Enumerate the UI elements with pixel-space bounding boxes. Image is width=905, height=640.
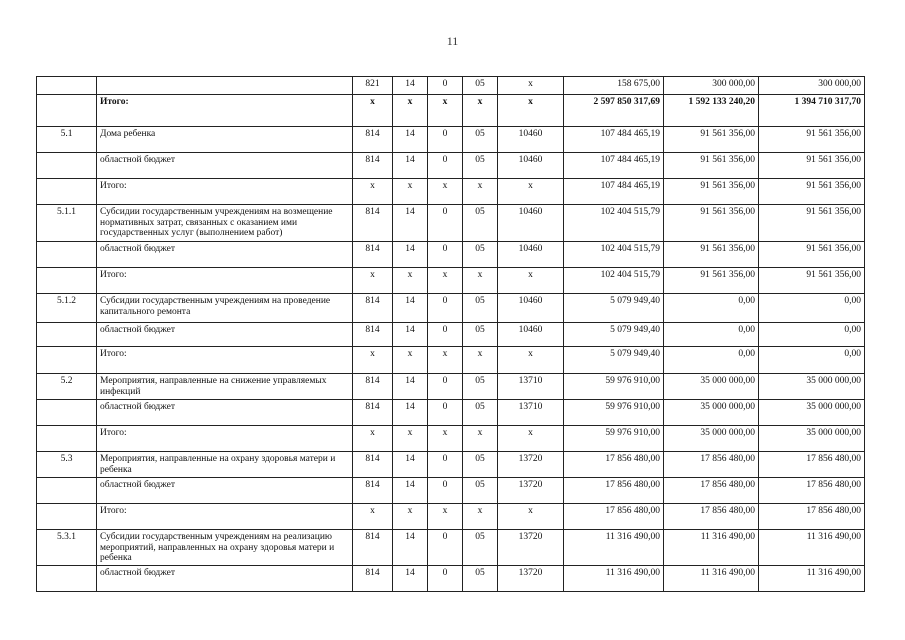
- code-cell-3: 0: [428, 530, 463, 566]
- code-cell-5: 13720: [498, 478, 564, 504]
- item-name-cell: Итого:: [97, 347, 353, 374]
- amount-cell-3: 35 000 000,00: [759, 400, 865, 426]
- code-cell-5: 10460: [498, 323, 564, 347]
- amount-cell-2: 0,00: [664, 294, 759, 323]
- code-cell-4: 05: [463, 374, 498, 400]
- table-row: [37, 478, 865, 504]
- code-cell-4: 05: [463, 323, 498, 347]
- amount-cell-2: 0,00: [664, 323, 759, 347]
- amount-cell-1: 107 484 465,19: [564, 127, 664, 153]
- code-cell-4: х: [463, 268, 498, 294]
- amount-cell-2: 35 000 000,00: [664, 374, 759, 400]
- item-name-cell: Субсидии государственным учреждениям на реализацию мероприятий, направленных на охрану здоровья матери и ребенка: [97, 530, 353, 566]
- code-cell-3: 0: [428, 242, 463, 268]
- amount-cell-1: 11 316 490,00: [564, 565, 664, 591]
- code-cell-4: 05: [463, 478, 498, 504]
- code-cell-3: 0: [428, 565, 463, 591]
- table-row: [37, 242, 865, 268]
- code-cell-5: 13720: [498, 530, 564, 566]
- amount-cell-1: 17 856 480,00: [564, 478, 664, 504]
- code-cell-2: х: [393, 268, 428, 294]
- code-cell-4: х: [463, 504, 498, 530]
- code-cell-3: х: [428, 95, 463, 127]
- code-cell-4: 05: [463, 400, 498, 426]
- item-name-cell: областной бюджет: [97, 478, 353, 504]
- code-cell-1: х: [353, 179, 393, 205]
- item-number-cell: [37, 478, 97, 504]
- code-cell-1: 814: [353, 242, 393, 268]
- amount-cell-1: 59 976 910,00: [564, 374, 664, 400]
- amount-cell-1: 158 675,00: [564, 77, 664, 95]
- code-cell-4: 05: [463, 530, 498, 566]
- code-cell-2: 14: [393, 77, 428, 95]
- item-name-cell: Итого:: [97, 504, 353, 530]
- amount-cell-1: 17 856 480,00: [564, 504, 664, 530]
- amount-cell-3: 17 856 480,00: [759, 504, 865, 530]
- code-cell-5: 13710: [498, 374, 564, 400]
- amount-cell-3: 0,00: [759, 294, 865, 323]
- code-cell-2: 14: [393, 205, 428, 242]
- table-row: [37, 179, 865, 205]
- code-cell-4: 05: [463, 153, 498, 179]
- amount-cell-1: 2 597 850 317,69: [564, 95, 664, 127]
- amount-cell-3: 35 000 000,00: [759, 426, 865, 452]
- code-cell-3: х: [428, 504, 463, 530]
- code-cell-3: 0: [428, 205, 463, 242]
- code-cell-2: 14: [393, 242, 428, 268]
- table-row: [37, 452, 865, 478]
- amount-cell-3: 91 561 356,00: [759, 268, 865, 294]
- code-cell-2: х: [393, 95, 428, 127]
- budget-table: [36, 76, 865, 592]
- amount-cell-3: 1 394 710 317,70: [759, 95, 865, 127]
- amount-cell-3: 91 561 356,00: [759, 153, 865, 179]
- code-cell-3: 0: [428, 323, 463, 347]
- code-cell-1: 821: [353, 77, 393, 95]
- item-number-cell: [37, 179, 97, 205]
- item-number-cell: [37, 153, 97, 179]
- amount-cell-3: 11 316 490,00: [759, 565, 865, 591]
- amount-cell-2: 91 561 356,00: [664, 179, 759, 205]
- code-cell-2: х: [393, 504, 428, 530]
- item-number-cell: 5.3: [37, 452, 97, 478]
- code-cell-3: х: [428, 426, 463, 452]
- code-cell-5: х: [498, 347, 564, 374]
- code-cell-4: 05: [463, 205, 498, 242]
- amount-cell-2: 35 000 000,00: [664, 400, 759, 426]
- code-cell-1: 814: [353, 153, 393, 179]
- code-cell-1: 814: [353, 127, 393, 153]
- code-cell-5: 10460: [498, 205, 564, 242]
- item-name-cell: областной бюджет: [97, 565, 353, 591]
- code-cell-1: 814: [353, 205, 393, 242]
- code-cell-5: х: [498, 77, 564, 95]
- amount-cell-1: 5 079 949,40: [564, 323, 664, 347]
- code-cell-3: 0: [428, 478, 463, 504]
- table-row: [37, 400, 865, 426]
- code-cell-3: 0: [428, 294, 463, 323]
- amount-cell-3: 91 561 356,00: [759, 205, 865, 242]
- table-row: [37, 565, 865, 591]
- table-row: [37, 347, 865, 374]
- item-name-cell: областной бюджет: [97, 242, 353, 268]
- code-cell-5: 10460: [498, 242, 564, 268]
- amount-cell-2: 17 856 480,00: [664, 478, 759, 504]
- item-name-cell: Мероприятия, направленные на снижение управляемых инфекций: [97, 374, 353, 400]
- code-cell-1: х: [353, 504, 393, 530]
- amount-cell-2: 1 592 133 240,20: [664, 95, 759, 127]
- item-number-cell: [37, 400, 97, 426]
- amount-cell-3: 0,00: [759, 323, 865, 347]
- table-row: [37, 530, 865, 566]
- amount-cell-2: 0,00: [664, 347, 759, 374]
- code-cell-1: 814: [353, 452, 393, 478]
- code-cell-2: 14: [393, 530, 428, 566]
- code-cell-1: 814: [353, 478, 393, 504]
- code-cell-4: 05: [463, 77, 498, 95]
- code-cell-1: х: [353, 426, 393, 452]
- code-cell-4: х: [463, 95, 498, 127]
- code-cell-2: 14: [393, 400, 428, 426]
- code-cell-5: 10460: [498, 153, 564, 179]
- code-cell-4: 05: [463, 294, 498, 323]
- code-cell-4: х: [463, 426, 498, 452]
- amount-cell-2: 35 000 000,00: [664, 426, 759, 452]
- item-name-cell: Субсидии государственным учреждениям на возмещение нормативных затрат, связанных с оказанием ими государственных услуг (выполнением работ): [97, 205, 353, 242]
- amount-cell-1: 102 404 515,79: [564, 242, 664, 268]
- amount-cell-3: 17 856 480,00: [759, 478, 865, 504]
- code-cell-3: 0: [428, 374, 463, 400]
- code-cell-4: 05: [463, 242, 498, 268]
- amount-cell-1: 5 079 949,40: [564, 347, 664, 374]
- code-cell-4: 05: [463, 565, 498, 591]
- item-number-cell: [37, 95, 97, 127]
- table-row: [37, 323, 865, 347]
- amount-cell-2: 91 561 356,00: [664, 242, 759, 268]
- amount-cell-1: 102 404 515,79: [564, 205, 664, 242]
- table-row: [37, 268, 865, 294]
- item-number-cell: 5.1: [37, 127, 97, 153]
- amount-cell-3: 35 000 000,00: [759, 374, 865, 400]
- item-name-cell: Итого:: [97, 268, 353, 294]
- table-row: [37, 426, 865, 452]
- item-number-cell: [37, 504, 97, 530]
- item-name-cell: [97, 77, 353, 95]
- table-row: [37, 77, 865, 95]
- item-name-cell: областной бюджет: [97, 323, 353, 347]
- amount-cell-3: 11 316 490,00: [759, 530, 865, 566]
- code-cell-2: 14: [393, 127, 428, 153]
- code-cell-2: х: [393, 426, 428, 452]
- amount-cell-3: 17 856 480,00: [759, 452, 865, 478]
- amount-cell-1: 107 484 465,19: [564, 153, 664, 179]
- item-number-cell: 5.1.2: [37, 294, 97, 323]
- amount-cell-2: 91 561 356,00: [664, 153, 759, 179]
- code-cell-3: 0: [428, 400, 463, 426]
- item-name-cell: Итого:: [97, 95, 353, 127]
- code-cell-5: х: [498, 179, 564, 205]
- item-number-cell: [37, 565, 97, 591]
- amount-cell-1: 107 484 465,19: [564, 179, 664, 205]
- code-cell-5: 13710: [498, 400, 564, 426]
- code-cell-5: х: [498, 504, 564, 530]
- amount-cell-1: 59 976 910,00: [564, 400, 664, 426]
- code-cell-3: 0: [428, 127, 463, 153]
- amount-cell-3: 91 561 356,00: [759, 127, 865, 153]
- code-cell-1: 814: [353, 400, 393, 426]
- code-cell-2: 14: [393, 153, 428, 179]
- item-number-cell: 5.3.1: [37, 530, 97, 566]
- code-cell-5: 13720: [498, 452, 564, 478]
- code-cell-5: х: [498, 95, 564, 127]
- item-number-cell: 5.2: [37, 374, 97, 400]
- code-cell-1: 814: [353, 530, 393, 566]
- item-number-cell: [37, 242, 97, 268]
- table-row: [37, 153, 865, 179]
- table-row: [37, 205, 865, 242]
- item-number-cell: [37, 426, 97, 452]
- code-cell-5: 13720: [498, 565, 564, 591]
- code-cell-2: х: [393, 179, 428, 205]
- budget-table-body: [37, 77, 865, 592]
- table-row: [37, 294, 865, 323]
- item-name-cell: областной бюджет: [97, 400, 353, 426]
- code-cell-3: 0: [428, 153, 463, 179]
- item-name-cell: Дома ребенка: [97, 127, 353, 153]
- code-cell-2: 14: [393, 323, 428, 347]
- item-name-cell: Итого:: [97, 179, 353, 205]
- amount-cell-1: 59 976 910,00: [564, 426, 664, 452]
- amount-cell-1: 17 856 480,00: [564, 452, 664, 478]
- amount-cell-2: 11 316 490,00: [664, 530, 759, 566]
- code-cell-5: х: [498, 268, 564, 294]
- amount-cell-2: 91 561 356,00: [664, 205, 759, 242]
- code-cell-2: 14: [393, 294, 428, 323]
- code-cell-4: 05: [463, 127, 498, 153]
- code-cell-2: х: [393, 347, 428, 374]
- item-number-cell: [37, 77, 97, 95]
- amount-cell-3: 0,00: [759, 347, 865, 374]
- code-cell-5: 10460: [498, 127, 564, 153]
- item-name-cell: Субсидии государственным учреждениям на проведение капитального ремонта: [97, 294, 353, 323]
- code-cell-3: х: [428, 179, 463, 205]
- item-name-cell: областной бюджет: [97, 153, 353, 179]
- item-name-cell: Итого:: [97, 426, 353, 452]
- code-cell-3: х: [428, 268, 463, 294]
- code-cell-3: х: [428, 347, 463, 374]
- code-cell-1: 814: [353, 374, 393, 400]
- code-cell-1: 814: [353, 294, 393, 323]
- table-row: [37, 374, 865, 400]
- amount-cell-1: 11 316 490,00: [564, 530, 664, 566]
- code-cell-3: 0: [428, 452, 463, 478]
- code-cell-4: 05: [463, 452, 498, 478]
- amount-cell-2: 11 316 490,00: [664, 565, 759, 591]
- code-cell-5: х: [498, 426, 564, 452]
- code-cell-1: 814: [353, 565, 393, 591]
- amount-cell-2: 91 561 356,00: [664, 127, 759, 153]
- amount-cell-3: 91 561 356,00: [759, 179, 865, 205]
- item-number-cell: [37, 268, 97, 294]
- amount-cell-3: 91 561 356,00: [759, 242, 865, 268]
- item-number-cell: [37, 347, 97, 374]
- amount-cell-2: 91 561 356,00: [664, 268, 759, 294]
- code-cell-2: 14: [393, 452, 428, 478]
- table-row: [37, 127, 865, 153]
- code-cell-4: х: [463, 179, 498, 205]
- page-number: 11: [446, 34, 459, 48]
- code-cell-2: 14: [393, 478, 428, 504]
- amount-cell-3: 300 000,00: [759, 77, 865, 95]
- code-cell-4: х: [463, 347, 498, 374]
- code-cell-1: х: [353, 268, 393, 294]
- code-cell-2: 14: [393, 374, 428, 400]
- item-name-cell: Мероприятия, направленные на охрану здоровья матери и ребенка: [97, 452, 353, 478]
- item-number-cell: [37, 323, 97, 347]
- code-cell-2: 14: [393, 565, 428, 591]
- code-cell-1: х: [353, 347, 393, 374]
- code-cell-1: 814: [353, 323, 393, 347]
- code-cell-3: 0: [428, 77, 463, 95]
- amount-cell-1: 102 404 515,79: [564, 268, 664, 294]
- code-cell-1: х: [353, 95, 393, 127]
- item-number-cell: 5.1.1: [37, 205, 97, 242]
- table-row: [37, 504, 865, 530]
- amount-cell-2: 300 000,00: [664, 77, 759, 95]
- table-row: [37, 95, 865, 127]
- amount-cell-2: 17 856 480,00: [664, 504, 759, 530]
- code-cell-5: 10460: [498, 294, 564, 323]
- amount-cell-1: 5 079 949,40: [564, 294, 664, 323]
- amount-cell-2: 17 856 480,00: [664, 452, 759, 478]
